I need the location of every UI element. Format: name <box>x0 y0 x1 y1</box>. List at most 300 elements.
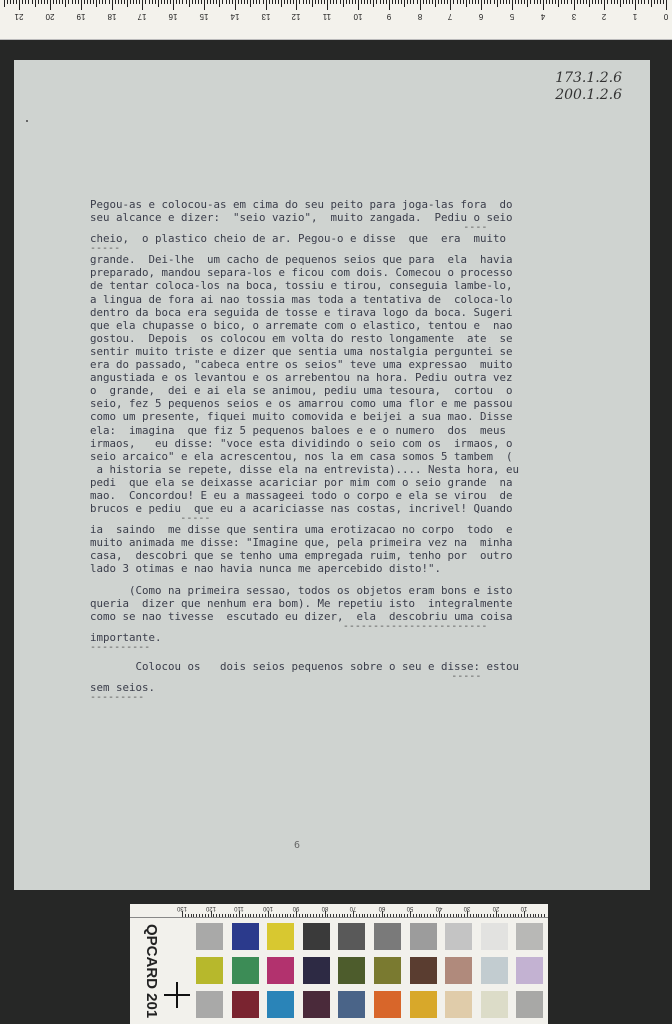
card-ruler-tick <box>476 914 477 917</box>
ruler-tick <box>222 0 223 4</box>
color-swatch <box>338 957 365 984</box>
ruler-tick <box>333 0 334 4</box>
ruler-tick <box>167 0 168 4</box>
ruler-number: 20 <box>45 12 55 21</box>
card-ruler-tick <box>325 911 326 917</box>
card-ruler-tick <box>273 914 274 917</box>
ruler-tick <box>266 0 267 10</box>
card-ruler-tick <box>484 914 485 917</box>
card-ruler <box>130 904 548 918</box>
ruler-tick <box>423 0 424 4</box>
underline-mark: ---------- <box>90 641 151 653</box>
ruler-tick <box>96 0 97 7</box>
ruler-tick <box>629 0 630 4</box>
ruler-number: 8 <box>417 12 422 21</box>
ruler-tick <box>481 0 482 10</box>
color-swatch <box>196 923 223 950</box>
card-ruler-tick <box>444 914 445 917</box>
ruler-tick <box>340 0 341 4</box>
document-page <box>14 60 650 890</box>
ruler-tick <box>124 0 125 4</box>
card-ruler-tick <box>515 914 516 917</box>
text-line: cheio, o plastico cheio de ar. Pegou-o e disse que era muito <box>90 232 507 246</box>
ruler-tick <box>213 0 214 4</box>
card-ruler-tick <box>453 914 454 917</box>
card-ruler-tick <box>401 914 402 917</box>
card-ruler-tick <box>202 914 203 917</box>
card-ruler-tick <box>319 914 320 917</box>
ruler-tick <box>447 0 448 4</box>
color-swatch <box>410 957 437 984</box>
ruler-tick <box>198 0 199 4</box>
ruler-tick <box>549 0 550 4</box>
archive-code <box>555 70 622 104</box>
ruler-tick <box>635 0 636 10</box>
ruler-tick <box>457 0 458 4</box>
ruler-tick <box>102 0 103 4</box>
ruler-tick <box>118 0 119 4</box>
card-ruler-tick <box>478 914 479 917</box>
color-swatch <box>303 923 330 950</box>
card-ruler-tick <box>276 914 277 917</box>
ruler-tick <box>130 0 131 4</box>
ruler-tick <box>87 0 88 4</box>
ruler-tick <box>112 0 113 10</box>
ruler-tick <box>278 0 279 4</box>
ruler-tick <box>72 0 73 4</box>
card-ruler-tick <box>533 914 534 917</box>
ruler-tick <box>583 0 584 4</box>
ruler-tick <box>186 0 187 4</box>
ruler-tick <box>253 0 254 4</box>
ruler-tick <box>142 0 143 10</box>
ruler-tick <box>364 0 365 4</box>
card-ruler-number: 40 <box>435 905 442 911</box>
ruler-number: 3 <box>571 12 576 21</box>
card-ruler-tick <box>461 914 462 917</box>
color-swatch <box>338 923 365 950</box>
card-ruler-tick <box>487 914 488 917</box>
card-ruler-number: 50 <box>406 905 414 911</box>
ruler-tick <box>598 0 599 4</box>
card-ruler-tick <box>535 914 536 917</box>
ruler-tick <box>25 0 26 4</box>
card-ruler-tick <box>347 914 348 917</box>
card-ruler-tick <box>376 914 377 917</box>
ruler-tick <box>115 0 116 4</box>
card-ruler-tick <box>373 914 374 917</box>
color-swatch <box>410 991 437 1018</box>
card-ruler-tick <box>310 914 311 917</box>
ruler-tick <box>555 0 556 4</box>
ruler-tick <box>349 0 350 4</box>
card-ruler-tick <box>490 914 491 917</box>
card-ruler-tick <box>433 914 434 917</box>
ruler-tick <box>626 0 627 4</box>
card-ruler-tick <box>222 914 223 917</box>
ruler-tick <box>327 0 328 10</box>
ruler-tick <box>592 0 593 4</box>
text-line: como um presente, fiquei muito comovida e beijei a sua mao. Disse <box>90 410 513 424</box>
ruler-tick <box>290 0 291 4</box>
ruler-tick <box>395 0 396 4</box>
card-ruler-tick <box>456 914 457 917</box>
ruler-tick <box>537 0 538 4</box>
ruler-tick <box>648 0 649 4</box>
ruler-tick <box>232 0 233 4</box>
ruler-tick <box>638 0 639 4</box>
color-swatch <box>232 957 259 984</box>
ruler-tick <box>207 0 208 4</box>
card-ruler-number: 30 <box>463 905 471 911</box>
ruler-tick <box>352 0 353 4</box>
card-ruler-tick <box>333 914 334 917</box>
crosshair-icon <box>164 982 190 1008</box>
ruler-tick <box>155 0 156 4</box>
ruler-tick <box>475 0 476 4</box>
text-line: (Como na primeira sessao, todos os objetos eram bons e isto <box>90 583 513 597</box>
ruler-tick <box>426 0 427 4</box>
card-ruler-tick <box>436 914 437 917</box>
ruler-tick <box>47 0 48 4</box>
underline-mark: --------- <box>90 692 145 704</box>
ruler-number: 7 <box>448 12 453 21</box>
ruler-tick <box>463 0 464 4</box>
text-line: o grande, dei e ai ela se animou, pediu uma tesoura, cortou o <box>90 384 513 398</box>
ruler-number: 4 <box>540 12 546 21</box>
text-line: a historia se repete, disse ela na entrevista).... Nesta hora, eu <box>90 462 520 476</box>
color-swatch <box>303 991 330 1018</box>
ruler-tick <box>444 0 445 4</box>
ruler-tick <box>216 0 217 4</box>
ruler-tick <box>503 0 504 4</box>
ruler-tick <box>552 0 553 4</box>
card-ruler-tick <box>262 914 263 917</box>
card-brand: QPCARD 201 <box>143 924 160 1019</box>
ruler-tick <box>44 0 45 4</box>
card-ruler-tick <box>410 911 411 917</box>
ruler-tick <box>136 0 137 4</box>
card-ruler-tick <box>256 914 257 917</box>
ruler-tick <box>604 0 605 10</box>
ruler-tick <box>90 0 91 4</box>
ruler-tick <box>324 0 325 4</box>
color-swatch <box>232 991 259 1018</box>
ruler-tick <box>601 0 602 4</box>
ruler-tick <box>358 0 359 10</box>
underline-mark: ------------------------ <box>90 620 488 632</box>
ruler-tick <box>641 0 642 4</box>
ruler-tick <box>309 0 310 4</box>
color-swatch <box>516 957 543 984</box>
ruler-tick <box>432 0 433 4</box>
ruler-tick <box>392 0 393 4</box>
ruler-tick <box>472 0 473 4</box>
ruler-tick <box>81 0 82 10</box>
card-ruler-tick <box>253 914 254 917</box>
ruler-tick <box>22 0 23 4</box>
ruler-tick <box>500 0 501 4</box>
ruler-tick <box>133 0 134 4</box>
text-line: a lingua de fora ai nao tossia mas toda a tentativa de coloca-lo <box>90 292 513 306</box>
card-ruler-number: 20 <box>492 905 499 911</box>
card-ruler-tick <box>518 914 519 917</box>
ruler-tick <box>241 0 242 4</box>
text-line: mao. Concordou! E eu a massageei todo o corpo e ela se virou de <box>90 488 513 502</box>
ruler-number: 18 <box>107 12 117 21</box>
ruler-number: 12 <box>291 12 301 21</box>
ruler-tick <box>68 0 69 4</box>
ruler-tick <box>660 0 661 4</box>
card-ruler-tick <box>521 914 522 917</box>
card-ruler-tick <box>447 914 448 917</box>
ruler-tick <box>210 0 211 4</box>
text-line: dentro da boca era seguida de tosse e tirava logo da boca. Sugeri <box>90 305 513 319</box>
paragraph-gap <box>90 576 590 584</box>
ruler-tick <box>250 0 251 7</box>
card-ruler-tick <box>182 911 183 917</box>
ruler-number: 15 <box>199 12 209 21</box>
card-ruler-tick <box>419 914 420 917</box>
card-ruler-number: 130 <box>176 905 188 911</box>
ruler-tick <box>256 0 257 4</box>
ruler-tick <box>244 0 245 4</box>
card-ruler-tick <box>302 914 303 917</box>
ruler-tick <box>306 0 307 4</box>
card-ruler-tick <box>498 914 499 917</box>
ruler-tick <box>453 0 454 4</box>
card-ruler-tick <box>384 914 385 917</box>
ruler-tick <box>170 0 171 4</box>
ruler-number: 17 <box>137 12 147 21</box>
ruler-tick <box>318 0 319 4</box>
ruler-tick <box>567 0 568 4</box>
ruler-tick <box>580 0 581 4</box>
ruler-tick <box>293 0 294 4</box>
ruler-tick <box>158 0 159 7</box>
card-ruler-tick <box>322 914 323 917</box>
card-ruler-tick <box>470 914 471 917</box>
ruler-tick <box>561 0 562 4</box>
ruler-tick <box>370 0 371 4</box>
card-ruler-tick <box>208 914 209 917</box>
color-swatch <box>516 991 543 1018</box>
text-line: que ela chupasse o bico, o arremate com o elastico, tentou e nao <box>90 318 513 332</box>
text-line: sem seios. <box>90 681 156 694</box>
ruler-tick <box>312 0 313 7</box>
card-ruler-tick <box>233 914 234 917</box>
ruler-tick <box>53 0 54 4</box>
paper-mark <box>26 120 28 122</box>
card-ruler-tick <box>527 914 528 917</box>
card-ruler-tick <box>458 914 459 917</box>
ruler-tick <box>164 0 165 4</box>
underline-mark: ---- <box>90 222 488 234</box>
ruler-number: 0 <box>663 12 669 21</box>
typed-text <box>90 198 590 702</box>
ruler-tick <box>543 0 544 10</box>
ruler-tick <box>530 0 531 4</box>
ruler-tick <box>617 0 618 4</box>
ruler-tick <box>219 0 220 7</box>
card-ruler-tick <box>282 914 283 917</box>
text-line: seio, fez 5 pequenos seios e os amarrou como uma flor e me passou <box>90 397 513 411</box>
card-ruler-tick <box>216 914 217 917</box>
card-ruler-tick <box>427 914 428 917</box>
ruler-tick <box>614 0 615 4</box>
ruler-tick <box>611 0 612 4</box>
ruler-tick <box>420 0 421 10</box>
ruler-tick <box>404 0 405 7</box>
ruler-tick <box>41 0 42 4</box>
ruler-tick <box>527 0 528 7</box>
card-ruler-tick <box>413 914 414 917</box>
color-swatch <box>374 991 401 1018</box>
ruler-tick <box>229 0 230 4</box>
ruler-tick <box>651 0 652 7</box>
ruler-number: 11 <box>323 12 332 21</box>
card-ruler-tick <box>390 914 391 917</box>
ruler-tick <box>84 0 85 4</box>
card-ruler-tick <box>473 914 474 917</box>
ruler-tick <box>28 0 29 4</box>
card-ruler-tick <box>538 914 539 917</box>
ruler-tick <box>401 0 402 4</box>
card-ruler-tick <box>404 914 405 917</box>
text-line: de tentar coloca-los na boca, tossiu e tirou, conseguia lambe-lo, <box>90 279 513 293</box>
ruler-tick <box>490 0 491 4</box>
ruler-tick <box>506 0 507 4</box>
card-ruler-tick <box>370 914 371 917</box>
ruler-tick <box>534 0 535 4</box>
ruler-tick <box>109 0 110 4</box>
card-ruler-tick <box>242 914 243 917</box>
card-ruler-tick <box>424 914 425 917</box>
card-ruler-tick <box>524 911 525 917</box>
text-line: Colocou os dois seios pequenos sobre o seu e disse: estou <box>90 659 520 673</box>
card-ruler-number: 10 <box>520 905 528 911</box>
card-ruler-tick <box>396 914 397 917</box>
color-swatch <box>516 923 543 950</box>
ruler-tick <box>99 0 100 4</box>
card-ruler-tick <box>359 914 360 917</box>
ruler-tick <box>127 0 128 7</box>
ruler-tick <box>586 0 587 4</box>
ruler-tick <box>78 0 79 4</box>
ruler-tick <box>13 0 14 4</box>
ruler-tick <box>235 0 236 10</box>
ruler-number: 6 <box>478 12 484 21</box>
ruler-tick <box>558 0 559 7</box>
ruler-tick <box>571 0 572 4</box>
ruler-tick <box>515 0 516 4</box>
color-swatch <box>232 923 259 950</box>
card-ruler-tick <box>205 914 206 917</box>
card-ruler-tick <box>501 914 502 917</box>
card-ruler-tick <box>362 914 363 917</box>
ruler-number: 5 <box>509 12 515 21</box>
text-line: seu alcance e dizer: "seio vazio", muito zangada. Pediu o seio <box>90 211 513 225</box>
card-ruler-tick <box>327 914 328 917</box>
card-ruler-tick <box>364 914 365 917</box>
underline-mark: ----- <box>90 243 121 255</box>
card-ruler-tick <box>285 914 286 917</box>
card-ruler-tick <box>228 914 229 917</box>
card-ruler-tick <box>339 914 340 917</box>
ruler-tick <box>497 0 498 7</box>
ruler-tick <box>195 0 196 4</box>
ruler-tick <box>361 0 362 4</box>
ruler-tick <box>303 0 304 4</box>
card-ruler-tick <box>270 914 271 917</box>
text-line: Pegou-as e colocou-as em cima do seu peito para joga-las fora do <box>90 198 513 211</box>
ruler-tick <box>145 0 146 4</box>
ruler-tick <box>65 0 66 7</box>
ruler-tick <box>263 0 264 4</box>
ruler-tick <box>620 0 621 7</box>
card-ruler-tick <box>239 911 240 917</box>
card-ruler-tick <box>296 911 297 917</box>
color-swatch <box>410 923 437 950</box>
ruler-tick <box>238 0 239 4</box>
ruler-tick <box>321 0 322 4</box>
ruler-tick <box>546 0 547 4</box>
ruler-tick <box>275 0 276 4</box>
card-ruler-tick <box>196 914 197 917</box>
card-ruler-tick <box>439 911 440 917</box>
card-ruler-tick <box>421 914 422 917</box>
ruler-tick <box>450 0 451 10</box>
color-swatch <box>445 923 472 950</box>
card-ruler-tick <box>441 914 442 917</box>
underline-mark: ----- <box>90 671 482 682</box>
ruler-tick <box>460 0 461 4</box>
card-ruler-tick <box>236 914 237 917</box>
ruler-tick <box>32 0 33 4</box>
card-ruler-tick <box>313 914 314 917</box>
text-line: grande. Dei-lhe um cacho de pequenos seios que para ela havia <box>90 253 513 267</box>
ruler-tick <box>7 0 8 4</box>
color-swatch <box>445 957 472 984</box>
ruler-tick <box>435 0 436 7</box>
color-swatch <box>338 991 365 1018</box>
ruler-number: 13 <box>261 12 271 21</box>
ruler-number: 19 <box>76 12 86 21</box>
ruler-tick <box>518 0 519 4</box>
color-swatch <box>196 957 223 984</box>
color-swatch <box>303 957 330 984</box>
color-swatch <box>374 957 401 984</box>
ruler-tick <box>62 0 63 4</box>
card-ruler-tick <box>191 914 192 917</box>
ruler-tick <box>59 0 60 4</box>
ruler-tick <box>413 0 414 4</box>
ruler-number: 14 <box>230 12 240 21</box>
ruler-tick <box>644 0 645 4</box>
card-ruler-tick <box>481 914 482 917</box>
card-ruler-tick <box>504 914 505 917</box>
text-line: gostou. Depois os colocou em volta do resto longamente ate se <box>90 331 513 345</box>
color-swatch <box>481 991 508 1018</box>
ruler-tick <box>487 0 488 4</box>
ruler-tick <box>284 0 285 4</box>
ruler-tick <box>478 0 479 4</box>
ruler-tick <box>201 0 202 4</box>
card-ruler-tick <box>259 914 260 917</box>
card-ruler-tick <box>307 914 308 917</box>
ruler-tick <box>247 0 248 4</box>
card-ruler-tick <box>510 914 511 917</box>
